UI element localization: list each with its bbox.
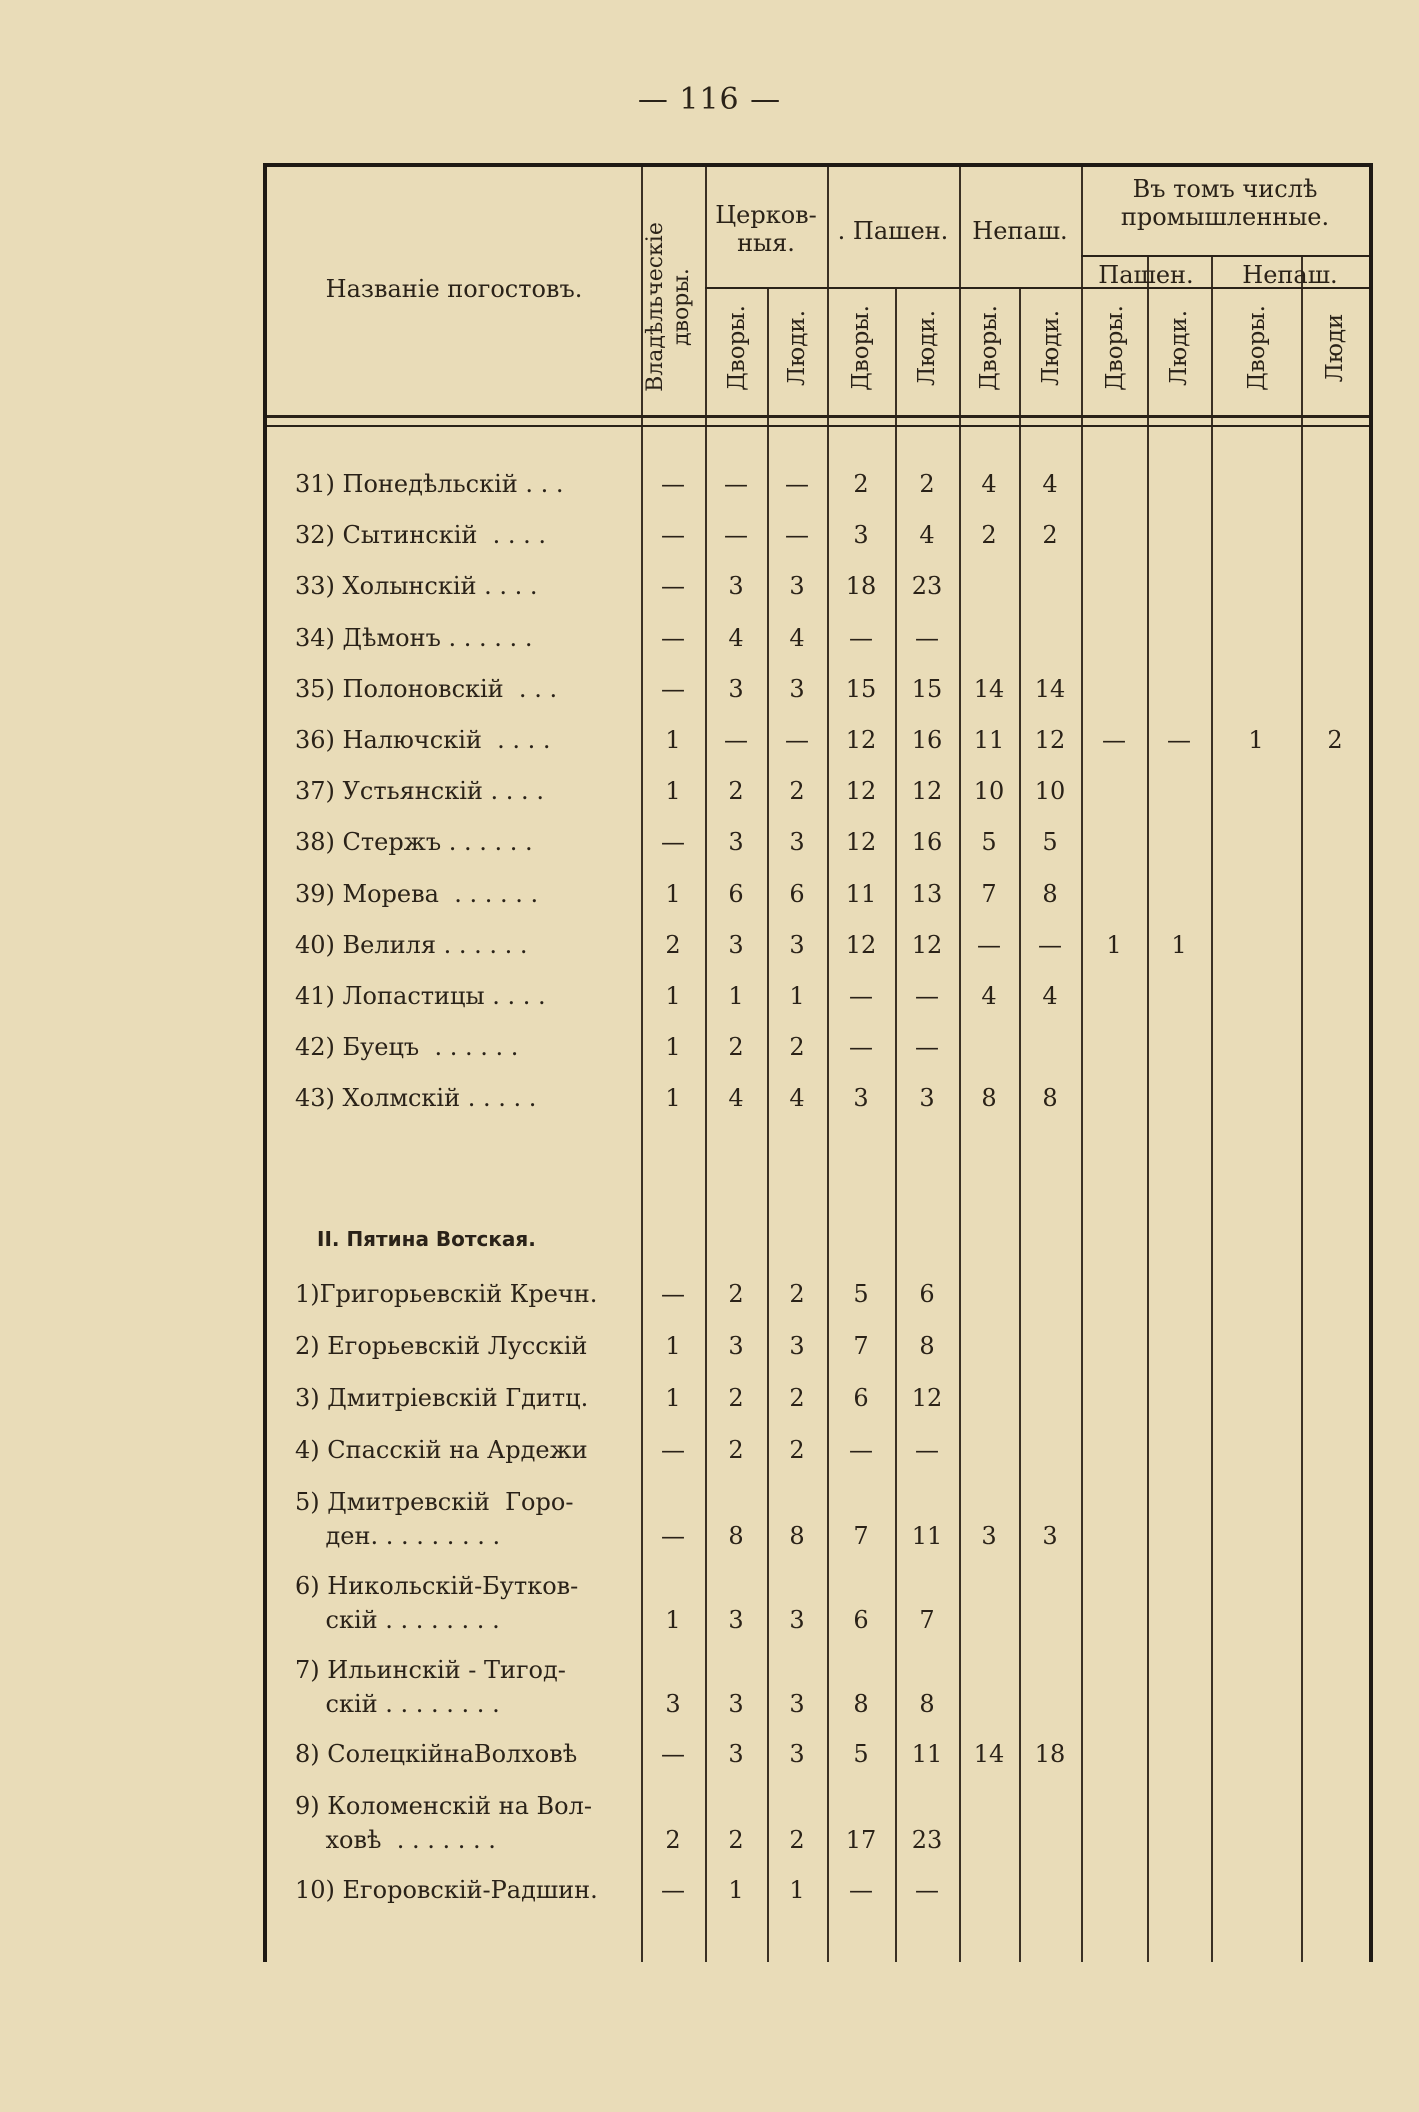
- table-cell: 2: [789, 1033, 805, 1062]
- table-cell: 4: [789, 1084, 805, 1113]
- table-cell: 4: [1042, 470, 1058, 498]
- table-row: [267, 1653, 1369, 1737]
- pogost-name: 10) Егоровскій-Радшин.: [295, 1876, 598, 1904]
- table-cell: 3: [789, 1606, 805, 1634]
- table-cell: —: [785, 470, 809, 498]
- table-cell: 8: [853, 1690, 869, 1718]
- header-incl-plowed: Пашен.: [1098, 261, 1194, 289]
- table-cell: —: [915, 982, 939, 1010]
- table-cell: 1: [665, 726, 681, 754]
- table-row: [267, 1277, 1369, 1329]
- table-cell: 2: [789, 1826, 805, 1854]
- table-cell: —: [661, 1876, 685, 1904]
- table-cell: 8: [728, 1522, 744, 1550]
- table-cell: 1: [665, 1084, 681, 1113]
- table-cell: 4: [728, 623, 744, 652]
- table-cell: 8: [1042, 879, 1058, 908]
- table-cell: 5: [981, 828, 997, 857]
- table-cell: 3: [853, 521, 869, 550]
- table-cell: —: [661, 674, 685, 703]
- pogost-name: 36) Налючскій . . . .: [295, 726, 551, 754]
- table-row: [267, 1433, 1369, 1485]
- table-cell: 3: [1042, 1522, 1058, 1550]
- sub-unplowed-people: Люди.: [1038, 309, 1064, 387]
- header-plowed: . Пашен.: [837, 217, 949, 245]
- table-cell: 4: [1042, 982, 1058, 1010]
- table-cell: 12: [911, 777, 943, 806]
- sub-unplowed-yards: Дворы.: [976, 305, 1002, 391]
- table-cell: 8: [919, 1332, 935, 1360]
- pogost-name: 5) Дмитревскій Горо- ден. . . . . . . . .: [295, 1488, 574, 1550]
- table-cell: 4: [789, 623, 805, 652]
- sub-incl-unplowed-yards: Дворы.: [1244, 305, 1270, 391]
- table-cell: 7: [853, 1522, 869, 1550]
- table-cell: 3: [728, 930, 744, 959]
- table-cell: —: [785, 726, 809, 754]
- table-cell: 3: [728, 1332, 744, 1360]
- table-cell: 5: [853, 1280, 869, 1308]
- pogost-name: 39) Морева . . . . . .: [295, 879, 539, 908]
- table-cell: 15: [845, 674, 877, 703]
- table-cell: —: [977, 930, 1001, 959]
- table-cell: 5: [1042, 828, 1058, 857]
- table-cell: 14: [973, 674, 1005, 703]
- pogost-name: 9) Коломенскій на Вол- ховѣ . . . . . . .: [295, 1792, 592, 1854]
- pogost-name: 1)Григорьевскій Кречн.: [295, 1280, 598, 1308]
- table-cell: 11: [911, 1740, 943, 1768]
- table-cell: 3: [789, 1740, 805, 1768]
- table-cell: 1: [789, 982, 805, 1010]
- pogost-name: 32) Сытинскій . . . .: [295, 521, 547, 550]
- header-name: Названіе погостовъ.: [325, 275, 583, 303]
- table-cell: —: [661, 1740, 685, 1768]
- table-cell: 23: [911, 1826, 943, 1854]
- table-cell: 2: [789, 1384, 805, 1412]
- table-cell: —: [1102, 726, 1126, 754]
- table-cell: 1: [728, 982, 744, 1010]
- table-cell: 3: [789, 572, 805, 601]
- table-cell: 3: [981, 1522, 997, 1550]
- table-cell: 11: [845, 879, 877, 908]
- header-including: Въ томъ числѣ промышленные.: [1120, 175, 1330, 231]
- header-church: Церков- ныя.: [715, 201, 817, 257]
- table-cell: 18: [845, 572, 877, 601]
- pogost-name: 31) Понедѣльскій . . .: [295, 470, 564, 498]
- table-cell: —: [724, 726, 748, 754]
- table-cell: 3: [789, 930, 805, 959]
- table-row: [267, 467, 1369, 518]
- table-cell: 23: [911, 572, 943, 601]
- sub-incl-unplowed-people: Люди: [1322, 313, 1348, 383]
- table-cell: 3: [728, 1690, 744, 1718]
- table-cell: 2: [728, 777, 744, 806]
- pogost-name: 4) Спасскій на Ардежи: [295, 1436, 588, 1464]
- table-cell: 3: [728, 674, 744, 703]
- table-cell: 8: [789, 1522, 805, 1550]
- table-cell: 17: [845, 1826, 877, 1854]
- table-cell: —: [849, 1876, 873, 1904]
- pogost-name: 33) Холынскій . . . .: [295, 572, 538, 601]
- pogost-name: 37) Устьянскій . . . .: [295, 777, 544, 806]
- table-row: [267, 569, 1369, 620]
- table-cell: 8: [1042, 1084, 1058, 1113]
- table-cell: —: [849, 1033, 873, 1062]
- table-row: [267, 723, 1369, 774]
- table-cell: 4: [728, 1084, 744, 1113]
- table-cell: 3: [728, 828, 744, 857]
- table-cell: —: [849, 1436, 873, 1464]
- table-cell: —: [915, 623, 939, 652]
- table-cell: —: [661, 1522, 685, 1550]
- table-cell: 3: [789, 1332, 805, 1360]
- table-cell: 2: [728, 1826, 744, 1854]
- table-cell: 1: [665, 1033, 681, 1062]
- table-cell: 6: [728, 879, 744, 908]
- pogost-name: 38) Стержъ . . . . . .: [295, 828, 533, 857]
- pogost-name: 41) Лопастицы . . . .: [295, 982, 546, 1010]
- table-cell: —: [915, 1033, 939, 1062]
- pogost-name: 6) Никольскій-Бутков- скій . . . . . . . .: [295, 1572, 579, 1634]
- table-row: [267, 1737, 1369, 1789]
- table-cell: 6: [853, 1606, 869, 1634]
- table-cell: 10: [1034, 777, 1066, 806]
- table-cell: 3: [728, 572, 744, 601]
- table-cell: —: [915, 1436, 939, 1464]
- table-cell: —: [724, 470, 748, 498]
- table-cell: 1: [1171, 930, 1187, 959]
- sub-plowed-people: Люди.: [914, 309, 940, 387]
- table-cell: 2: [728, 1033, 744, 1062]
- table-cell: 10: [973, 777, 1005, 806]
- table-cell: 6: [919, 1280, 935, 1308]
- table-row: [267, 825, 1369, 876]
- table-cell: 1: [665, 879, 681, 908]
- table-row: [267, 1329, 1369, 1381]
- table-cell: —: [724, 521, 748, 550]
- table-cell: 12: [911, 930, 943, 959]
- pogost-name: 40) Велиля . . . . . .: [295, 930, 528, 959]
- sub-plowed-yards: Дворы.: [848, 305, 874, 391]
- table-cell: 2: [665, 930, 681, 959]
- pogost-name: 8) СолецкійнаВолховѣ: [295, 1740, 578, 1768]
- table-cell: 8: [981, 1084, 997, 1113]
- table-cell: —: [915, 1876, 939, 1904]
- table-cell: 7: [919, 1606, 935, 1634]
- table-cell: 1: [1248, 726, 1264, 754]
- table-row: [267, 621, 1369, 672]
- header-unplowed: Непаш.: [972, 217, 1068, 245]
- table-cell: 1: [665, 1384, 681, 1412]
- table-cell: 6: [853, 1384, 869, 1412]
- table-cell: 3: [728, 1740, 744, 1768]
- table-row: [267, 1485, 1369, 1569]
- table-cell: 2: [853, 470, 869, 498]
- table-cell: 12: [845, 930, 877, 959]
- table-row: [267, 518, 1369, 569]
- table-cell: 11: [911, 1522, 943, 1550]
- table-cell: 3: [789, 828, 805, 857]
- sub-incl-plowed-people: Люди.: [1166, 309, 1192, 387]
- pogost-name: 35) Полоновскій . . .: [295, 674, 558, 703]
- table-cell: —: [1038, 930, 1062, 959]
- table-cell: —: [849, 982, 873, 1010]
- table-cell: 6: [789, 879, 805, 908]
- table-cell: —: [661, 623, 685, 652]
- table-cell: 2: [728, 1384, 744, 1412]
- table-cell: 3: [789, 1690, 805, 1718]
- sub-incl-plowed-yards: Дворы.: [1102, 305, 1128, 391]
- population-table: [263, 163, 1373, 1962]
- table-cell: 1: [665, 1332, 681, 1360]
- table-cell: 2: [789, 1280, 805, 1308]
- table-row: [267, 1030, 1369, 1081]
- table-cell: 13: [911, 879, 943, 908]
- table-row: [267, 1789, 1369, 1873]
- table-row: [267, 877, 1369, 928]
- table-cell: —: [661, 1280, 685, 1308]
- table-row: [267, 979, 1369, 1030]
- page-number: — 116 —: [637, 82, 782, 117]
- table-cell: 1: [789, 1876, 805, 1904]
- table-cell: 2: [1327, 726, 1343, 754]
- table-cell: 3: [919, 1084, 935, 1113]
- table-cell: 7: [853, 1332, 869, 1360]
- section-title: II. Пятина Вотская.: [317, 1227, 536, 1251]
- table-row: [267, 672, 1369, 723]
- sub-church-yards: Дворы.: [724, 305, 750, 391]
- pogost-name: 2) Егорьевскій Лусскій: [295, 1332, 588, 1360]
- table-cell: 16: [911, 828, 943, 857]
- table-cell: 3: [728, 1606, 744, 1634]
- table-cell: 4: [981, 470, 997, 498]
- pogost-name: 42) Буецъ . . . . . .: [295, 1033, 519, 1062]
- table-cell: 12: [845, 726, 877, 754]
- table-cell: —: [661, 470, 685, 498]
- table-row: [267, 1081, 1369, 1132]
- table-cell: —: [661, 521, 685, 550]
- table-cell: 1: [1106, 930, 1122, 959]
- table-row: [267, 1381, 1369, 1433]
- table-cell: 2: [789, 1436, 805, 1464]
- table-cell: 4: [981, 982, 997, 1010]
- table-cell: 2: [919, 470, 935, 498]
- table-cell: —: [785, 521, 809, 550]
- header-incl-unplowed: Непаш.: [1242, 261, 1338, 289]
- pogost-name: 3) Дмитріевскій Гдитц.: [295, 1384, 589, 1412]
- table-cell: 18: [1034, 1740, 1066, 1768]
- table-cell: 3: [853, 1084, 869, 1113]
- table-cell: —: [661, 572, 685, 601]
- header-owners: Владѣльческіе дворы.: [643, 222, 694, 392]
- table-cell: 14: [1034, 674, 1066, 703]
- table-cell: —: [849, 623, 873, 652]
- table-cell: 15: [911, 674, 943, 703]
- table-cell: 14: [973, 1740, 1005, 1768]
- table-cell: 12: [1034, 726, 1066, 754]
- table-cell: 2: [665, 1826, 681, 1854]
- table-cell: 2: [789, 777, 805, 806]
- table-cell: 8: [919, 1690, 935, 1718]
- table-cell: 11: [973, 726, 1005, 754]
- table-cell: —: [661, 828, 685, 857]
- table-cell: 2: [1042, 521, 1058, 550]
- table-row: [267, 1873, 1369, 1925]
- sub-church-people: Люди.: [784, 309, 810, 387]
- table-cell: 12: [845, 777, 877, 806]
- table-cell: 7: [981, 879, 997, 908]
- pogost-name: 34) Дѣмонъ . . . . . .: [295, 623, 533, 652]
- table-cell: 2: [981, 521, 997, 550]
- table-cell: 4: [919, 521, 935, 550]
- table-row: [267, 928, 1369, 979]
- table-cell: 2: [728, 1280, 744, 1308]
- table-cell: 12: [911, 1384, 943, 1412]
- pogost-name: 7) Ильинскій - Тигод- скій . . . . . . . .: [295, 1656, 566, 1718]
- table-cell: 1: [728, 1876, 744, 1904]
- table-cell: —: [1167, 726, 1191, 754]
- table-row: [267, 774, 1369, 825]
- table-cell: 3: [665, 1690, 681, 1718]
- pogost-name: 43) Холмскій . . . . .: [295, 1084, 537, 1113]
- table-cell: 5: [853, 1740, 869, 1768]
- table-cell: 1: [665, 1606, 681, 1634]
- table-cell: 3: [789, 674, 805, 703]
- table-cell: 1: [665, 982, 681, 1010]
- table-cell: 16: [911, 726, 943, 754]
- table-cell: —: [661, 1436, 685, 1464]
- table-cell: 2: [728, 1436, 744, 1464]
- table-row: [267, 1569, 1369, 1653]
- table-cell: 1: [665, 777, 681, 806]
- table-cell: 12: [845, 828, 877, 857]
